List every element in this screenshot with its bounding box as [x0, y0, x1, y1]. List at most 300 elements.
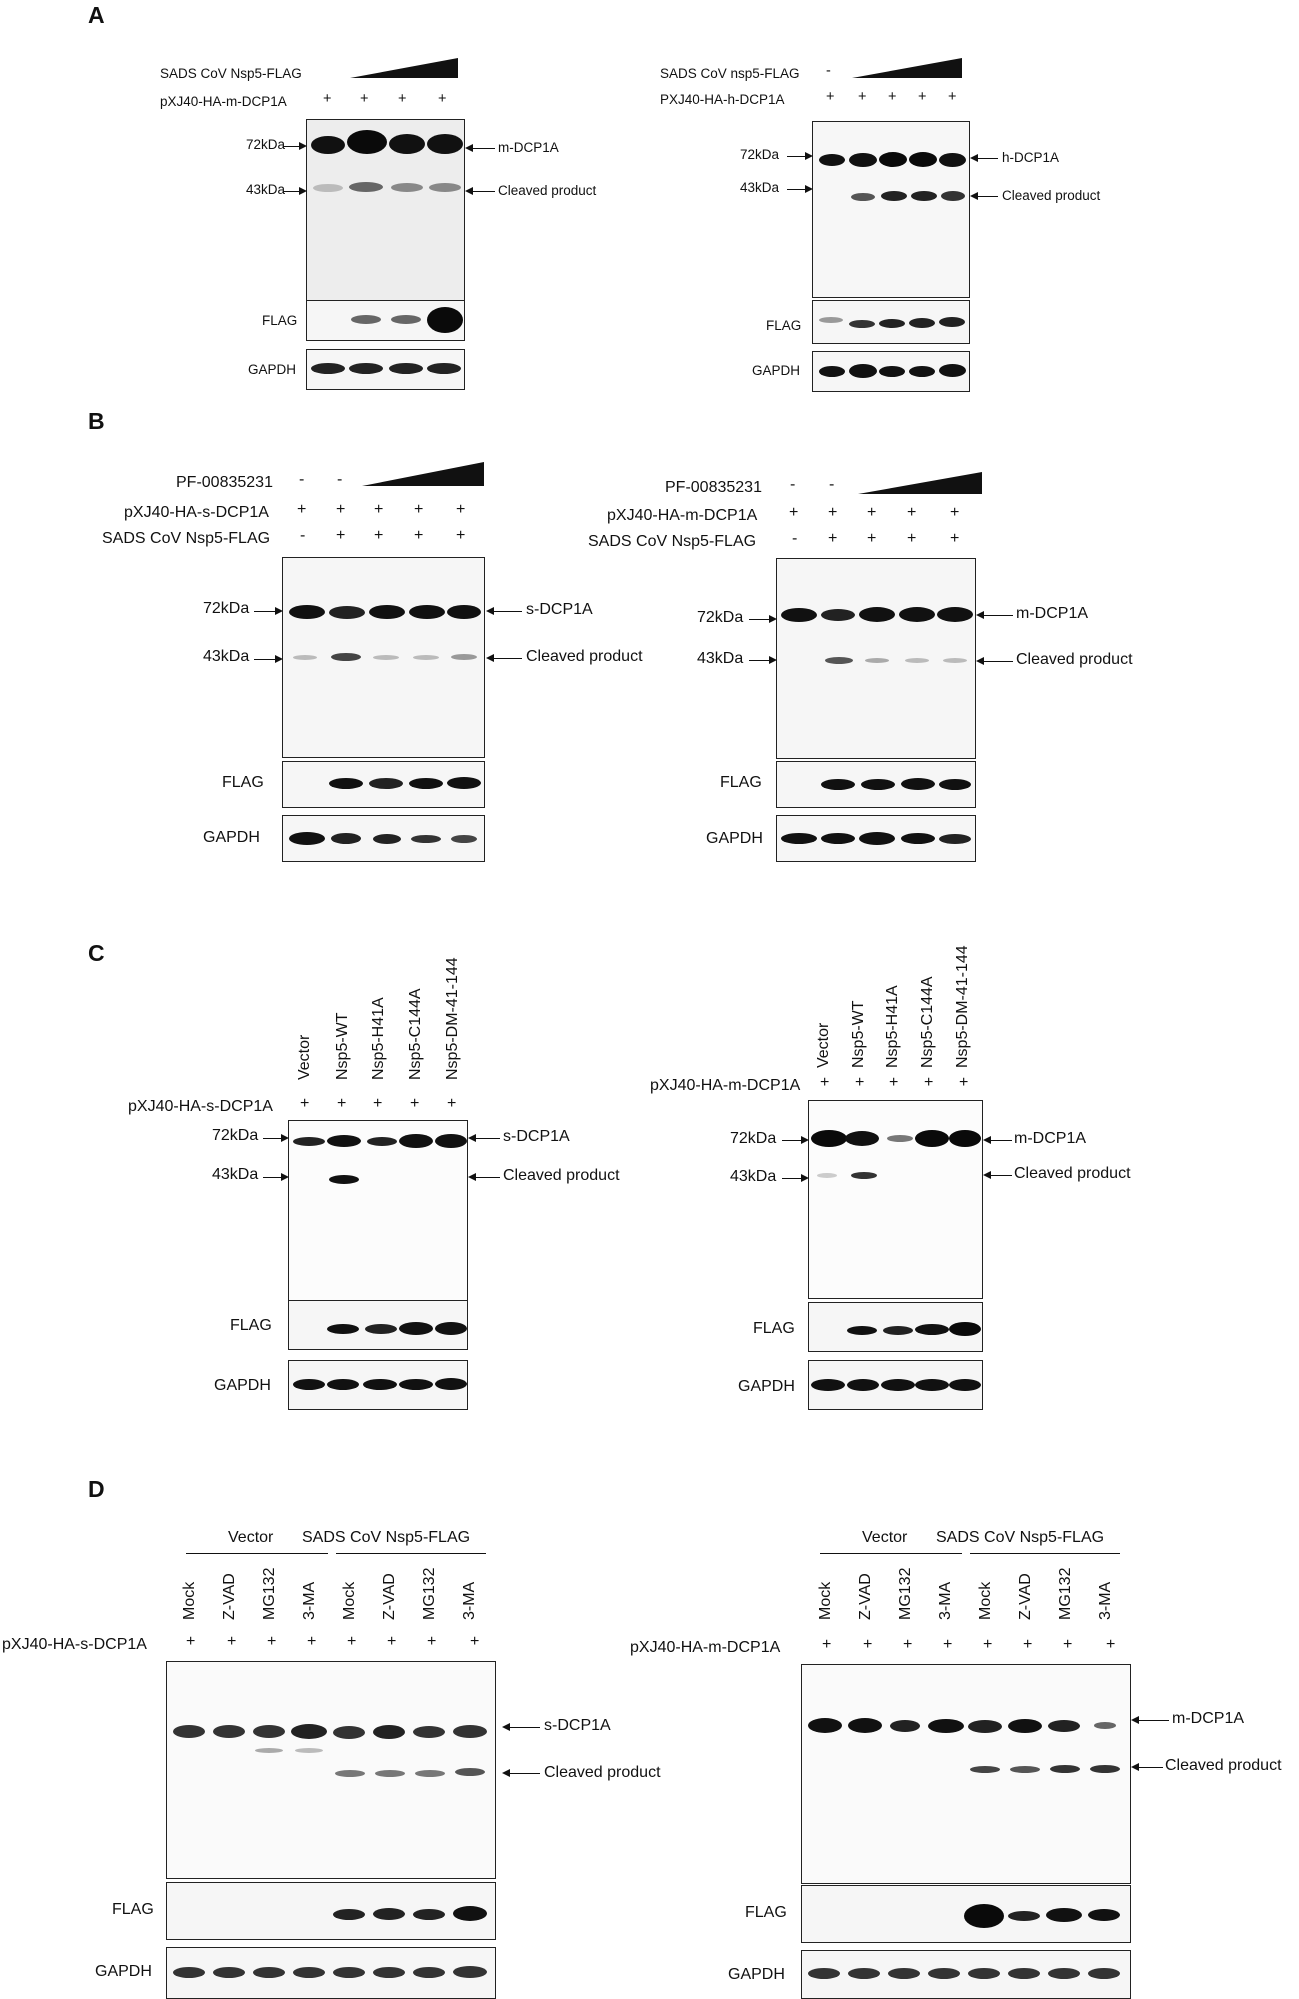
- c-right-lane-label-1: Vector: [815, 1022, 832, 1068]
- d-right-lane-label-8: 3-MA: [1097, 1581, 1114, 1620]
- d-right-sign-1: +: [822, 1636, 832, 1653]
- d-left-band-label: s-DCP1A: [544, 1717, 611, 1734]
- band: [928, 1719, 964, 1733]
- c-left-sign-4: +: [410, 1095, 420, 1112]
- band: [413, 1967, 445, 1978]
- band: [435, 1322, 467, 1335]
- c-right-sign-2: +: [855, 1074, 865, 1091]
- band: [253, 1725, 285, 1738]
- band: [928, 1968, 960, 1979]
- b-left-row2-sign-2: +: [336, 501, 346, 518]
- c-left-lane-label-5: Nsp5-DM-41-144: [444, 957, 461, 1080]
- b-right-row1-sign-1: -: [790, 476, 796, 493]
- band: [399, 1322, 433, 1335]
- b-right-marker-72: 72kDa: [697, 609, 744, 626]
- b-right-row2-sign-5: +: [950, 504, 960, 521]
- b-left-row1-sign-2: -: [337, 471, 343, 488]
- band: [213, 1967, 245, 1978]
- d-right-sign-6: +: [1023, 1636, 1033, 1653]
- band: [1048, 1968, 1080, 1979]
- d-right-cleaved-label: Cleaved product: [1165, 1757, 1282, 1774]
- b-left-row3-sign-2: +: [336, 527, 346, 544]
- a-right-band-label: h-DCP1A: [1002, 150, 1060, 165]
- band: [859, 607, 895, 622]
- band: [915, 1379, 949, 1391]
- a-left-marker-72: 72kDa: [246, 137, 286, 152]
- band: [415, 1770, 445, 1777]
- band: [389, 363, 423, 374]
- band: [941, 191, 965, 201]
- b-left-row3-sign-3: +: [374, 527, 384, 544]
- c-left-flag-blot: [288, 1300, 468, 1350]
- band: [427, 134, 463, 154]
- band: [819, 317, 843, 323]
- a-right-marker-43: 43kDa: [740, 180, 780, 195]
- a-left-gapdh-blot: [306, 349, 465, 390]
- c-right-band-label: m-DCP1A: [1014, 1130, 1087, 1147]
- band: [883, 1326, 913, 1335]
- b-left-row2-sign-3: +: [374, 501, 384, 518]
- band: [968, 1968, 1000, 1979]
- band: [849, 153, 877, 167]
- band: [373, 1725, 405, 1739]
- band: [453, 1725, 487, 1738]
- band: [901, 778, 935, 790]
- d-right-lane-label-1: Mock: [817, 1581, 834, 1620]
- d-left-sign-3: +: [267, 1633, 277, 1650]
- b-left-cleaved-arrow: [488, 658, 522, 659]
- d-left-group-vector: Vector: [228, 1529, 274, 1546]
- b-left-row2-sign-5: +: [456, 501, 466, 518]
- b-left-gradient-wedge: [362, 462, 486, 488]
- b-left-main-blot: [282, 557, 485, 758]
- c-left-flag-label: FLAG: [230, 1317, 272, 1334]
- band: [453, 1906, 487, 1921]
- panel-label-d: D: [88, 1476, 105, 1502]
- d-right-group-nsp5-line: [970, 1553, 1120, 1554]
- band: [413, 1726, 445, 1738]
- c-left-sign-5: +: [447, 1095, 457, 1112]
- band: [391, 315, 421, 324]
- b-right-cleaved-arrow: [978, 661, 1013, 662]
- band: [367, 1137, 397, 1146]
- b-right-row1-label: PF-00835231: [665, 479, 762, 496]
- band: [409, 605, 445, 619]
- band: [909, 152, 937, 167]
- a-left-cleaved-arrow: [467, 191, 495, 192]
- band: [293, 1967, 325, 1978]
- panel-label-b: B: [88, 408, 105, 434]
- a-right-row1-first: -: [826, 63, 831, 79]
- band: [453, 1966, 487, 1978]
- c-right-flag-blot: [808, 1302, 983, 1352]
- d-right-sign-5: +: [983, 1636, 993, 1653]
- d-left-main-blot: [166, 1661, 496, 1879]
- a-left-row2-label: pXJ40-HA-m-DCP1A: [160, 94, 287, 109]
- band: [399, 1134, 433, 1148]
- b-right-marker-43: 43kDa: [697, 650, 744, 667]
- b-left-cleaved-label: Cleaved product: [526, 648, 643, 665]
- band: [808, 1718, 842, 1733]
- d-left-sign-7: +: [427, 1633, 437, 1650]
- a-right-gapdh-label: GAPDH: [752, 363, 801, 378]
- b-right-row3-label: SADS CoV Nsp5-FLAG: [588, 533, 757, 550]
- b-right-row1-sign-2: -: [829, 476, 835, 493]
- band: [901, 833, 935, 844]
- b-right-main-blot: [776, 558, 976, 759]
- band: [970, 1766, 1000, 1773]
- band: [373, 1967, 405, 1978]
- band: [821, 609, 855, 621]
- d-right-main-blot: [801, 1664, 1131, 1884]
- b-right-band-arrow: [978, 615, 1013, 616]
- a-right-sign-2: +: [858, 89, 867, 105]
- b-left-gapdh-blot: [282, 815, 485, 862]
- d-right-band-arrow: [1133, 1720, 1169, 1721]
- c-left-lane-label-4: Nsp5-C144A: [407, 988, 424, 1080]
- d-right-lane-label-3: MG132: [897, 1567, 914, 1620]
- a-left-gradient-wedge: [350, 58, 460, 80]
- d-right-row-label: pXJ40-HA-m-DCP1A: [630, 1639, 781, 1656]
- d-left-lane-label-4: 3-MA: [301, 1581, 318, 1620]
- band: [455, 1768, 485, 1776]
- band: [1010, 1766, 1040, 1773]
- b-left-row1-sign-1: -: [299, 471, 305, 488]
- b-left-flag-label: FLAG: [222, 774, 264, 791]
- band: [329, 778, 363, 789]
- d-right-flag-label: FLAG: [745, 1904, 787, 1921]
- c-right-band-arrow: [985, 1140, 1012, 1141]
- band: [293, 1137, 325, 1146]
- band: [331, 653, 361, 661]
- band: [851, 1172, 877, 1179]
- d-left-lane-label-3: MG132: [261, 1567, 278, 1620]
- d-right-gapdh-blot: [801, 1950, 1131, 1999]
- band: [811, 1130, 847, 1147]
- band: [939, 834, 971, 844]
- d-right-cleaved-arrow: [1133, 1767, 1163, 1768]
- b-right-row2-sign-4: +: [907, 504, 917, 521]
- b-right-row3-sign-4: +: [907, 530, 917, 547]
- b-left-row3-sign-4: +: [414, 527, 424, 544]
- band: [435, 1378, 467, 1390]
- band: [173, 1725, 205, 1738]
- band: [1088, 1968, 1120, 1979]
- c-right-lane-label-4: Nsp5-C144A: [919, 976, 936, 1068]
- d-left-group-nsp5-line: [336, 1553, 486, 1554]
- band: [451, 654, 477, 660]
- c-right-cleaved-arrow: [985, 1175, 1012, 1176]
- band: [825, 657, 853, 664]
- b-left-flag-blot: [282, 761, 485, 808]
- band: [329, 606, 365, 619]
- d-left-lane-label-1: Mock: [181, 1581, 198, 1620]
- band: [291, 1724, 327, 1739]
- band: [327, 1135, 361, 1147]
- a-left-band-label: m-DCP1A: [498, 140, 559, 155]
- band: [848, 1968, 880, 1979]
- band: [447, 777, 481, 789]
- band: [429, 183, 461, 192]
- band: [879, 366, 905, 377]
- band: [369, 778, 403, 789]
- band: [389, 134, 425, 154]
- a-right-marker-72: 72kDa: [740, 147, 780, 162]
- c-right-lane-label-5: Nsp5-DM-41-144: [954, 945, 971, 1068]
- band: [1094, 1722, 1116, 1729]
- c-left-main-blot: [288, 1120, 468, 1313]
- band: [329, 1175, 359, 1184]
- band: [915, 1324, 949, 1335]
- c-left-lane-label-3: Nsp5-H41A: [370, 997, 387, 1080]
- d-left-sign-1: +: [186, 1633, 196, 1650]
- a-right-sign-1: +: [826, 89, 835, 105]
- band: [821, 833, 855, 844]
- b-right-flag-blot: [776, 761, 976, 808]
- d-left-lane-label-8: 3-MA: [461, 1581, 478, 1620]
- band: [911, 191, 937, 201]
- band: [939, 317, 965, 327]
- band: [293, 655, 317, 660]
- d-right-lane-label-5: Mock: [977, 1581, 994, 1620]
- b-right-row2-sign-2: +: [828, 504, 838, 521]
- band: [373, 1908, 405, 1920]
- band: [819, 366, 845, 377]
- a-left-sign-3: +: [398, 91, 407, 107]
- a-right-marker-72-arrow: [787, 156, 811, 157]
- d-left-gapdh-blot: [166, 1947, 496, 1999]
- b-right-gradient-wedge: [858, 472, 984, 496]
- d-right-group-nsp5: SADS CoV Nsp5-FLAG: [936, 1529, 1105, 1546]
- panel-label-c: C: [88, 940, 105, 966]
- b-left-gapdh-label: GAPDH: [203, 829, 260, 846]
- band: [333, 1967, 365, 1978]
- band: [331, 833, 361, 844]
- b-right-gapdh-label: GAPDH: [706, 830, 763, 847]
- band: [943, 658, 967, 663]
- band: [859, 832, 895, 845]
- a-right-sign-4: +: [918, 89, 927, 105]
- band: [351, 315, 381, 324]
- band: [327, 1379, 359, 1390]
- band: [427, 363, 461, 374]
- a-left-sign-4: +: [438, 91, 447, 107]
- b-left-marker-72-arrow: [254, 611, 281, 612]
- b-left-marker-43-arrow: [254, 659, 281, 660]
- band: [887, 1135, 913, 1142]
- b-right-row2-label: pXJ40-HA-m-DCP1A: [607, 507, 758, 524]
- a-right-main-blot: [812, 121, 970, 298]
- c-left-row-label: pXJ40-HA-s-DCP1A: [128, 1098, 273, 1115]
- band: [427, 307, 463, 333]
- c-right-flag-label: FLAG: [753, 1320, 795, 1337]
- c-left-cleaved-arrow: [470, 1177, 500, 1178]
- a-right-marker-43-arrow: [787, 189, 811, 190]
- b-right-row3-sign-5: +: [950, 530, 960, 547]
- band: [847, 1326, 877, 1335]
- band: [1008, 1911, 1040, 1921]
- band: [937, 607, 973, 622]
- d-left-lane-label-7: MG132: [421, 1567, 438, 1620]
- d-left-row-label: pXJ40-HA-s-DCP1A: [2, 1636, 147, 1653]
- d-left-group-nsp5: SADS CoV Nsp5-FLAG: [302, 1529, 471, 1546]
- panel-label-a: A: [88, 2, 105, 28]
- a-left-main-blot: [306, 119, 465, 302]
- band: [365, 1324, 397, 1334]
- a-left-sign-1: +: [323, 91, 332, 107]
- band: [289, 832, 325, 845]
- band: [861, 779, 895, 790]
- band: [851, 193, 875, 201]
- band: [879, 319, 905, 328]
- band: [845, 1131, 879, 1146]
- c-right-marker-43-arrow: [782, 1178, 807, 1179]
- c-right-sign-3: +: [889, 1074, 899, 1091]
- band: [375, 1770, 405, 1777]
- b-left-row2-label: pXJ40-HA-s-DCP1A: [124, 504, 269, 521]
- c-left-band-label: s-DCP1A: [503, 1128, 570, 1145]
- band: [817, 1173, 837, 1178]
- band: [1048, 1720, 1080, 1732]
- a-left-band-arrow: [467, 148, 495, 149]
- band: [435, 1134, 467, 1148]
- band: [811, 1379, 845, 1391]
- d-right-sign-4: +: [943, 1636, 953, 1653]
- band: [1008, 1719, 1042, 1733]
- d-right-gapdh-label: GAPDH: [728, 1966, 785, 1983]
- band: [879, 152, 907, 167]
- d-right-lane-label-6: Z-VAD: [1017, 1573, 1034, 1620]
- d-right-lane-label-4: 3-MA: [937, 1581, 954, 1620]
- band: [939, 153, 966, 167]
- c-right-sign-5: +: [959, 1074, 969, 1091]
- a-right-sign-3: +: [888, 89, 897, 105]
- c-left-sign-3: +: [373, 1095, 383, 1112]
- d-left-lane-label-6: Z-VAD: [381, 1573, 398, 1620]
- a-right-row1-label: SADS CoV nsp5-FLAG: [660, 66, 800, 81]
- d-left-sign-4: +: [307, 1633, 317, 1650]
- d-left-lane-label-5: Mock: [341, 1581, 358, 1620]
- c-left-gapdh-label: GAPDH: [214, 1377, 271, 1394]
- b-left-row1-label: PF-00835231: [176, 474, 273, 491]
- band: [849, 320, 875, 328]
- band: [451, 835, 477, 843]
- b-right-row2-sign-3: +: [867, 504, 877, 521]
- d-left-flag-blot: [166, 1882, 496, 1940]
- band: [447, 605, 481, 619]
- band: [373, 834, 401, 844]
- band: [391, 183, 423, 192]
- band: [293, 1379, 325, 1390]
- band: [821, 779, 855, 790]
- band: [964, 1904, 1004, 1928]
- c-right-sign-1: +: [820, 1074, 830, 1091]
- c-left-marker-43: 43kDa: [212, 1166, 259, 1183]
- c-right-lane-label-2: Nsp5-WT: [850, 1000, 867, 1068]
- band: [939, 364, 966, 377]
- b-left-band-label: s-DCP1A: [526, 601, 593, 618]
- b-right-flag-label: FLAG: [720, 774, 762, 791]
- b-left-row2-sign-1: +: [297, 501, 307, 518]
- b-right-band-label: m-DCP1A: [1016, 605, 1089, 622]
- c-left-sign-2: +: [337, 1095, 347, 1112]
- band: [939, 779, 971, 790]
- band: [1050, 1765, 1080, 1773]
- d-right-sign-2: +: [863, 1636, 873, 1653]
- b-left-marker-72: 72kDa: [203, 600, 250, 617]
- c-right-lane-label-3: Nsp5-H41A: [884, 985, 901, 1068]
- c-left-lane-label-1: Vector: [296, 1034, 313, 1080]
- b-left-marker-43: 43kDa: [203, 648, 250, 665]
- a-right-flag-blot: [812, 300, 970, 344]
- band: [333, 1726, 365, 1739]
- b-left-row3-label: SADS CoV Nsp5-FLAG: [102, 530, 271, 547]
- band: [411, 835, 441, 843]
- d-left-flag-label: FLAG: [112, 1901, 154, 1918]
- band: [373, 655, 399, 660]
- band: [899, 607, 935, 622]
- d-right-group-vector: Vector: [862, 1529, 908, 1546]
- band: [363, 1379, 397, 1390]
- band: [369, 605, 405, 619]
- band: [335, 1770, 365, 1777]
- a-right-gapdh-blot: [812, 351, 970, 392]
- a-left-marker-43-arrow: [283, 191, 305, 192]
- c-left-marker-72: 72kDa: [212, 1127, 259, 1144]
- a-left-marker-72-arrow: [283, 146, 305, 147]
- band: [847, 1379, 879, 1391]
- d-left-group-vector-line: [186, 1553, 328, 1554]
- c-right-gapdh-label: GAPDH: [738, 1378, 795, 1395]
- d-left-lane-label-2: Z-VAD: [221, 1573, 238, 1620]
- band: [781, 833, 817, 844]
- d-right-sign-8: +: [1106, 1636, 1116, 1653]
- band: [1090, 1765, 1120, 1773]
- d-left-sign-2: +: [227, 1633, 237, 1650]
- band: [949, 1130, 981, 1147]
- band: [311, 136, 345, 154]
- d-right-lane-label-7: MG132: [1057, 1567, 1074, 1620]
- a-right-sign-5: +: [948, 89, 957, 105]
- band: [849, 364, 877, 378]
- band: [255, 1748, 283, 1753]
- a-right-gradient-wedge: [852, 58, 964, 80]
- c-right-sign-4: +: [924, 1074, 934, 1091]
- band: [399, 1379, 433, 1390]
- c-right-cleaved-label: Cleaved product: [1014, 1165, 1131, 1182]
- d-right-flag-blot: [801, 1885, 1131, 1943]
- band: [1046, 1908, 1082, 1922]
- d-left-sign-5: +: [347, 1633, 357, 1650]
- band: [213, 1725, 245, 1738]
- c-right-gapdh-blot: [808, 1360, 983, 1410]
- b-left-row2-sign-4: +: [414, 501, 424, 518]
- band: [881, 1379, 915, 1391]
- band: [333, 1909, 365, 1920]
- d-left-gapdh-label: GAPDH: [95, 1963, 152, 1980]
- d-left-cleaved-label: Cleaved product: [544, 1764, 661, 1781]
- d-right-group-vector-line: [820, 1553, 962, 1554]
- a-left-cleaved-label: Cleaved product: [498, 183, 597, 198]
- band: [1088, 1909, 1120, 1921]
- b-left-band-arrow: [488, 611, 522, 612]
- b-left-row3-sign-5: +: [456, 527, 466, 544]
- a-left-row1-label: SADS CoV Nsp5-FLAG: [160, 66, 302, 81]
- b-right-gapdh-blot: [776, 815, 976, 862]
- band: [949, 1379, 981, 1391]
- band: [909, 318, 935, 328]
- band: [311, 363, 345, 374]
